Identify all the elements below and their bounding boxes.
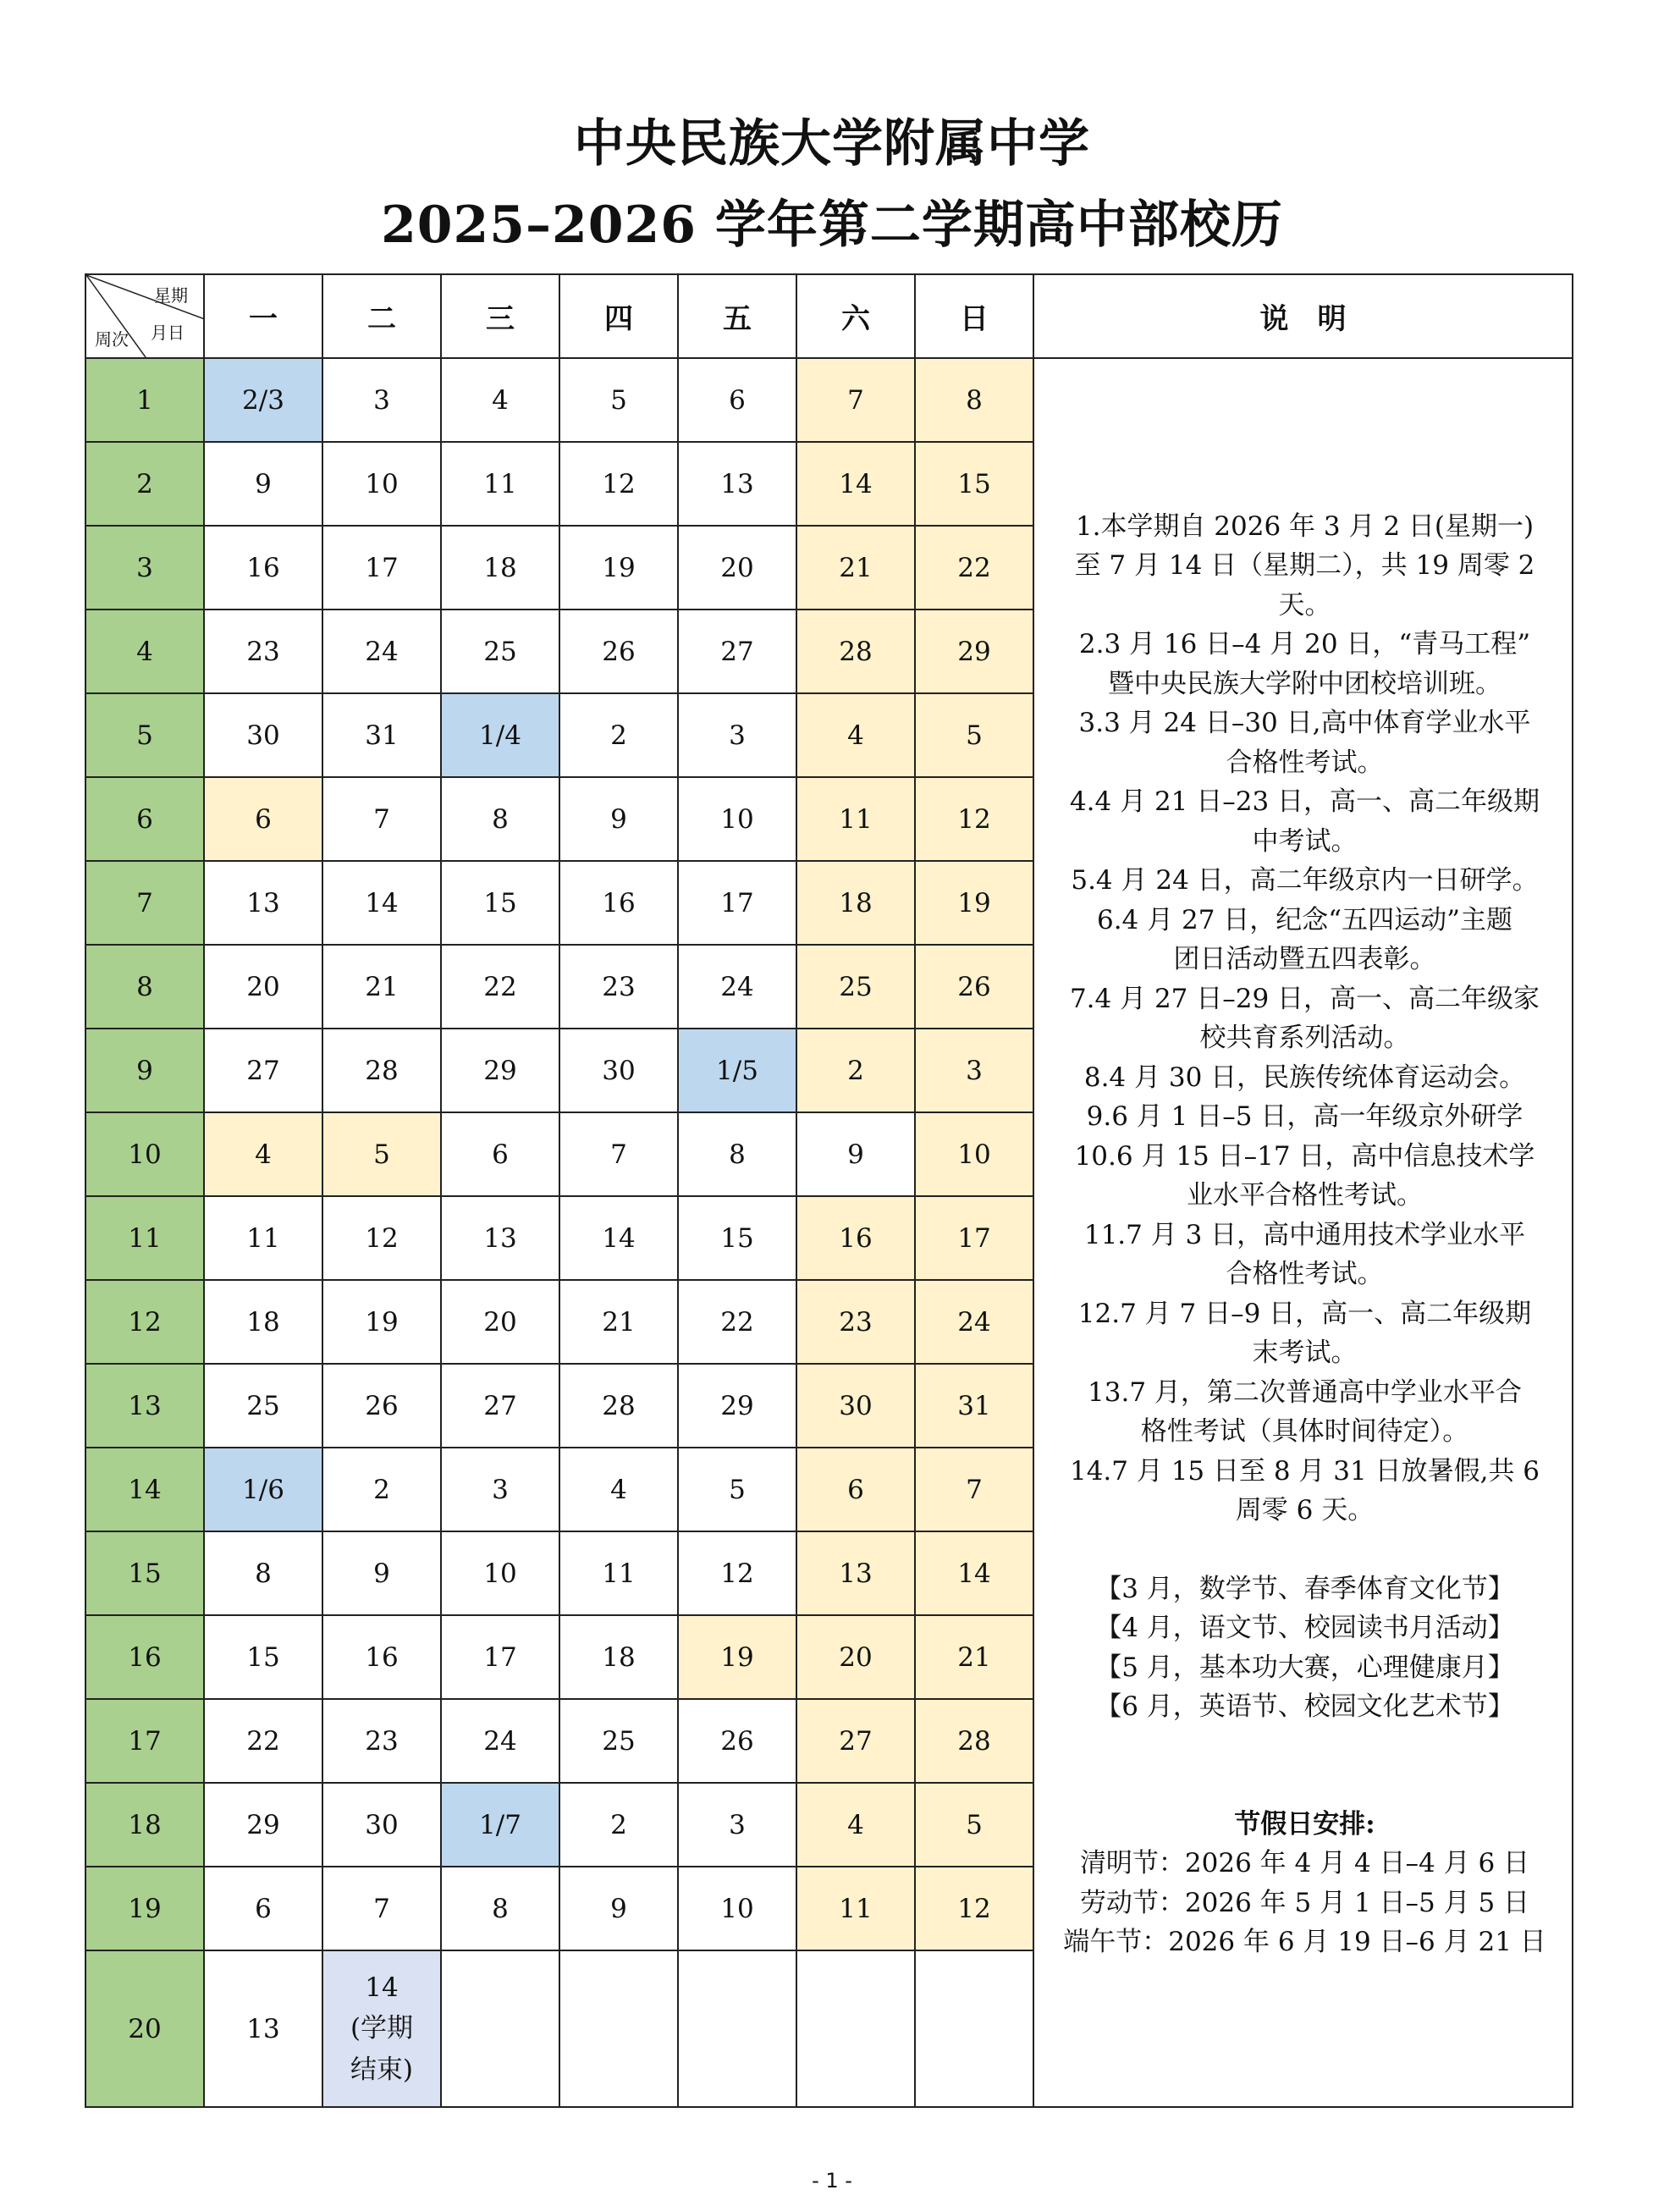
day-cell: 30 xyxy=(204,693,322,777)
note-line: 9.6 月 1 日–5 日，高一年级京外研学 xyxy=(1086,1101,1523,1132)
day-cell: 24 xyxy=(915,1280,1033,1364)
day-cell: 24 xyxy=(678,945,796,1029)
day-cell: 5 xyxy=(915,1783,1033,1867)
day-cell: 27 xyxy=(441,1364,559,1448)
term-end-date: 14 xyxy=(365,1972,399,2004)
day-cell: 19 xyxy=(678,1615,796,1699)
title-calendar: 2025–2026 学年第二学期高中部校历 xyxy=(381,196,1283,255)
day-cell: 1/4 xyxy=(441,693,559,777)
weekday-header-thu: 四 xyxy=(559,274,678,358)
note-line: 合格性考试。 xyxy=(1226,1259,1384,1289)
week-number: 5 xyxy=(85,693,204,777)
weekday-header-sun: 日 xyxy=(915,274,1033,358)
day-cell: 17 xyxy=(678,861,796,945)
note-line: 业水平合格性考试。 xyxy=(1187,1180,1423,1211)
day-cell: 29 xyxy=(441,1029,559,1112)
day-cell: 9 xyxy=(796,1112,915,1196)
note-line: 13.7 月，第二次普通高中学业水平合 xyxy=(1088,1376,1522,1408)
day-cell: 15 xyxy=(678,1196,796,1280)
day-cell: 11 xyxy=(796,1867,915,1950)
day-cell: 19 xyxy=(915,861,1033,945)
day-cell: 1/7 xyxy=(441,1783,559,1867)
day-cell: 8 xyxy=(441,777,559,861)
day-cell: 5 xyxy=(678,1448,796,1531)
day-cell: 28 xyxy=(915,1699,1033,1783)
day-cell: 11 xyxy=(441,442,559,526)
day-cell: 31 xyxy=(915,1364,1033,1448)
day-cell: 20 xyxy=(204,945,322,1029)
day-cell: 6 xyxy=(796,1448,915,1531)
holiday-line: 清明节：2026 年 4 月 4 日–4 月 6 日 xyxy=(1079,1848,1530,1878)
day-cell: 2 xyxy=(559,1783,678,1867)
holiday-line: 劳动节：2026 年 5 月 1 日–5 月 5 日 xyxy=(1079,1887,1530,1918)
day-cell: 4 xyxy=(559,1448,678,1531)
day-cell: 22 xyxy=(441,945,559,1029)
corner-weekday-label: 星期 xyxy=(154,285,188,306)
note-line: 暨中央民族大学附中团校培训班。 xyxy=(1108,668,1501,699)
day-cell: 21 xyxy=(559,1280,678,1364)
day-cell: 5 xyxy=(322,1112,441,1196)
day-cell: 10 xyxy=(678,1867,796,1950)
day-cell: 15 xyxy=(441,861,559,945)
empty-cell xyxy=(915,1950,1033,2107)
day-cell: 10 xyxy=(915,1112,1033,1196)
day-cell: 6 xyxy=(204,777,322,861)
week-number: 4 xyxy=(85,610,204,693)
note-line: 10.6 月 15 日–17 日，高中信息技术学 xyxy=(1074,1140,1535,1172)
empty-cell xyxy=(796,1950,915,2107)
notes-column xyxy=(1033,358,1573,2107)
day-cell: 2/3 xyxy=(204,358,322,442)
day-cell: 4 xyxy=(796,1783,915,1867)
week-number: 2 xyxy=(85,442,204,526)
spacer xyxy=(1050,1727,1560,1805)
day-cell: 10 xyxy=(441,1531,559,1615)
day-cell: 15 xyxy=(204,1615,322,1699)
day-cell: 4 xyxy=(796,693,915,777)
corner-header xyxy=(85,274,204,358)
day-cell: 23 xyxy=(204,610,322,693)
day-cell: 18 xyxy=(559,1615,678,1699)
week-number: 9 xyxy=(85,1029,204,1112)
day-cell: 22 xyxy=(678,1280,796,1364)
day-cell: 13 xyxy=(204,861,322,945)
day-cell: 4 xyxy=(204,1112,322,1196)
day-cell: 8 xyxy=(204,1531,322,1615)
day-cell: 5 xyxy=(559,358,678,442)
day-cell: 17 xyxy=(915,1196,1033,1280)
day-cell: 15 xyxy=(915,442,1033,526)
day-cell: 11 xyxy=(204,1196,322,1280)
day-cell: 27 xyxy=(204,1029,322,1112)
day-cell: 8 xyxy=(441,1867,559,1950)
note-line: 合格性考试。 xyxy=(1226,747,1384,778)
day-cell: 18 xyxy=(796,861,915,945)
day-cell: 10 xyxy=(322,442,441,526)
day-cell: 8 xyxy=(915,358,1033,442)
day-cell: 7 xyxy=(322,777,441,861)
day-cell: 23 xyxy=(559,945,678,1029)
month-theme-line: 【6 月，英语节、校园文化艺术节】 xyxy=(1095,1691,1514,1722)
day-cell: 26 xyxy=(915,945,1033,1029)
term-end-label-2: 结束) xyxy=(350,2054,414,2085)
page-number: - 1 - xyxy=(812,2169,852,2193)
day-cell: 6 xyxy=(441,1112,559,1196)
day-cell: 25 xyxy=(796,945,915,1029)
note-line: 末考试。 xyxy=(1252,1338,1358,1368)
weekday-header-fri: 五 xyxy=(678,274,796,358)
day-cell: 7 xyxy=(559,1112,678,1196)
day-cell: 3 xyxy=(322,358,441,442)
day-cell: 23 xyxy=(322,1699,441,1783)
day-cell: 7 xyxy=(915,1448,1033,1531)
note-line: 6.4 月 27 日，纪念“五四运动”主题 xyxy=(1096,904,1512,935)
day-cell: 11 xyxy=(796,777,915,861)
week-number: 11 xyxy=(85,1196,204,1280)
day-cell: 16 xyxy=(204,526,322,610)
empty-cell xyxy=(559,1950,678,2107)
day-cell: 5 xyxy=(915,693,1033,777)
day-cell: 18 xyxy=(204,1280,322,1364)
day-cell: 10 xyxy=(678,777,796,861)
day-cell: 23 xyxy=(796,1280,915,1364)
day-cell: 14 xyxy=(915,1531,1033,1615)
day-cell: 13 xyxy=(678,442,796,526)
day-cell: 27 xyxy=(796,1699,915,1783)
note-line: 团日活动暨五四表彰。 xyxy=(1173,944,1436,974)
corner-week-label: 周次 xyxy=(95,329,129,350)
holidays-title: 节假日安排: xyxy=(1234,1808,1375,1840)
day-cell: 7 xyxy=(796,358,915,442)
day-cell: 20 xyxy=(441,1280,559,1364)
day-cell: 26 xyxy=(559,610,678,693)
note-line: 11.7 月 3 日，高中通用技术学业水平 xyxy=(1083,1219,1526,1250)
note-line: 8.4 月 30 日，民族传统体育运动会。 xyxy=(1083,1062,1526,1093)
week-number: 3 xyxy=(85,526,204,610)
day-cell: 8 xyxy=(678,1112,796,1196)
day-cell: 3 xyxy=(915,1029,1033,1112)
day-cell: 29 xyxy=(678,1364,796,1448)
day-cell: 16 xyxy=(322,1615,441,1699)
empty-cell xyxy=(678,1950,796,2107)
day-cell: 26 xyxy=(322,1364,441,1448)
week-number: 16 xyxy=(85,1615,204,1699)
day-cell: 29 xyxy=(915,610,1033,693)
weekday-header-sat: 六 xyxy=(796,274,915,358)
notes-header: 说 明 xyxy=(1033,274,1573,358)
day-cell: 2 xyxy=(559,693,678,777)
day-cell: 17 xyxy=(322,526,441,610)
day-cell: 16 xyxy=(559,861,678,945)
holiday-line: 端午节：2026 年 6 月 19 日–6 月 21 日 xyxy=(1063,1927,1546,1957)
day-cell: 22 xyxy=(204,1699,322,1783)
week-number: 17 xyxy=(85,1699,204,1783)
day-cell: 24 xyxy=(441,1699,559,1783)
day-cell: 16 xyxy=(796,1196,915,1280)
week-number: 15 xyxy=(85,1531,204,1615)
week-number: 19 xyxy=(85,1867,204,1950)
note-line: 至 7 月 14 日（星期二），共 19 周零 2 xyxy=(1074,550,1535,581)
day-cell: 25 xyxy=(559,1699,678,1783)
day-cell: 14 xyxy=(322,861,441,945)
day-cell: 21 xyxy=(796,526,915,610)
note-line: 3.3 月 24 日–30 日,高中体育学业水平 xyxy=(1078,708,1531,738)
corner-date-label: 月日 xyxy=(151,323,185,343)
empty-cell xyxy=(441,1950,559,2107)
day-cell: 2 xyxy=(322,1448,441,1531)
week-number: 14 xyxy=(85,1448,204,1531)
day-cell: 19 xyxy=(322,1280,441,1364)
day-cell: 28 xyxy=(559,1364,678,1448)
day-cell: 13 xyxy=(441,1196,559,1280)
day-cell: 31 xyxy=(322,693,441,777)
day-cell: 13 xyxy=(796,1531,915,1615)
day-cell: 12 xyxy=(322,1196,441,1280)
day-cell: 30 xyxy=(559,1029,678,1112)
month-theme-line: 【3 月，数学节、春季体育文化节】 xyxy=(1095,1573,1514,1604)
calendar-table xyxy=(85,273,1573,2108)
note-line: 中考试。 xyxy=(1252,825,1358,857)
day-cell: 28 xyxy=(322,1029,441,1112)
day-cell: 12 xyxy=(915,777,1033,861)
day-cell: 30 xyxy=(796,1364,915,1448)
day-cell: 21 xyxy=(915,1615,1033,1699)
day-cell: 13 xyxy=(204,1950,322,2107)
week-number: 7 xyxy=(85,861,204,945)
day-cell: 30 xyxy=(322,1783,441,1867)
day-cell: 9 xyxy=(322,1531,441,1615)
note-line: 2.3 月 16 日–4 月 20 日，“青马工程” xyxy=(1078,629,1531,659)
note-line: 5.4 月 24 日，高二年级京内一日研学。 xyxy=(1071,865,1539,896)
weekday-header-mon: 一 xyxy=(204,274,322,358)
day-cell: 3 xyxy=(441,1448,559,1531)
week-number: 18 xyxy=(85,1783,204,1867)
day-cell: 9 xyxy=(204,442,322,526)
day-cell: 4 xyxy=(441,358,559,442)
note-line: 7.4 月 27 日–29 日，高一、高二年级家 xyxy=(1069,983,1540,1014)
weekday-header-wed: 三 xyxy=(441,274,559,358)
week-number: 20 xyxy=(85,1950,204,2107)
day-cell: 9 xyxy=(559,777,678,861)
day-cell: 3 xyxy=(678,693,796,777)
day-cell: 19 xyxy=(559,526,678,610)
day-cell: 1/5 xyxy=(678,1029,796,1112)
day-cell: 11 xyxy=(559,1531,678,1615)
day-cell: 26 xyxy=(678,1699,796,1783)
week-number: 10 xyxy=(85,1112,204,1196)
day-cell: 2 xyxy=(796,1029,915,1112)
week-number: 1 xyxy=(85,358,204,442)
day-cell: 29 xyxy=(204,1783,322,1867)
day-cell: 12 xyxy=(678,1531,796,1615)
day-cell: 27 xyxy=(678,610,796,693)
day-cell: 17 xyxy=(441,1615,559,1699)
week-number: 6 xyxy=(85,777,204,861)
note-line: 天。 xyxy=(1278,589,1331,621)
note-line: 格性考试（具体时间待定）。 xyxy=(1140,1416,1469,1447)
day-cell: 1/6 xyxy=(204,1448,322,1531)
week-number: 8 xyxy=(85,945,204,1029)
note-line: 1.本学期自 2026 年 3 月 2 日(星期一) xyxy=(1075,510,1535,542)
term-end-cell xyxy=(322,1950,441,2107)
week-number: 13 xyxy=(85,1364,204,1448)
day-cell: 25 xyxy=(441,610,559,693)
note-line: 14.7 月 15 日至 8 月 31 日放暑假,共 6 xyxy=(1069,1455,1540,1487)
term-end-label-1: (学期 xyxy=(350,2013,414,2044)
day-cell: 12 xyxy=(559,442,678,526)
day-cell: 3 xyxy=(678,1783,796,1867)
day-cell: 9 xyxy=(559,1867,678,1950)
day-cell: 6 xyxy=(678,358,796,442)
note-line: 4.4 月 21 日–23 日，高一、高二年级期 xyxy=(1069,786,1540,817)
week-number: 12 xyxy=(85,1280,204,1364)
title-school: 中央民族大学附属中学 xyxy=(574,114,1090,174)
day-cell: 14 xyxy=(559,1196,678,1280)
month-theme-line: 【5 月，基本功大赛，心理健康月】 xyxy=(1095,1652,1514,1683)
note-line: 周零 6 天。 xyxy=(1235,1495,1375,1525)
note-line: 12.7 月 7 日–9 日，高一、高二年级期 xyxy=(1077,1298,1532,1329)
day-cell: 25 xyxy=(204,1364,322,1448)
week-row xyxy=(85,358,1573,442)
day-cell: 6 xyxy=(204,1867,322,1950)
weekday-header-tue: 二 xyxy=(322,274,441,358)
day-cell: 21 xyxy=(322,945,441,1029)
day-cell: 20 xyxy=(796,1615,915,1699)
note-line: 校共育系列活动。 xyxy=(1199,1023,1410,1053)
spacer xyxy=(1050,1531,1560,1569)
day-cell: 28 xyxy=(796,610,915,693)
day-cell: 18 xyxy=(441,526,559,610)
day-cell: 14 xyxy=(796,442,915,526)
day-cell: 7 xyxy=(322,1867,441,1950)
day-cell: 22 xyxy=(915,526,1033,610)
day-cell: 24 xyxy=(322,610,441,693)
day-cell: 20 xyxy=(678,526,796,610)
month-theme-line: 【4 月，语文节、校园读书月活动】 xyxy=(1095,1613,1514,1643)
day-cell: 12 xyxy=(915,1867,1033,1950)
